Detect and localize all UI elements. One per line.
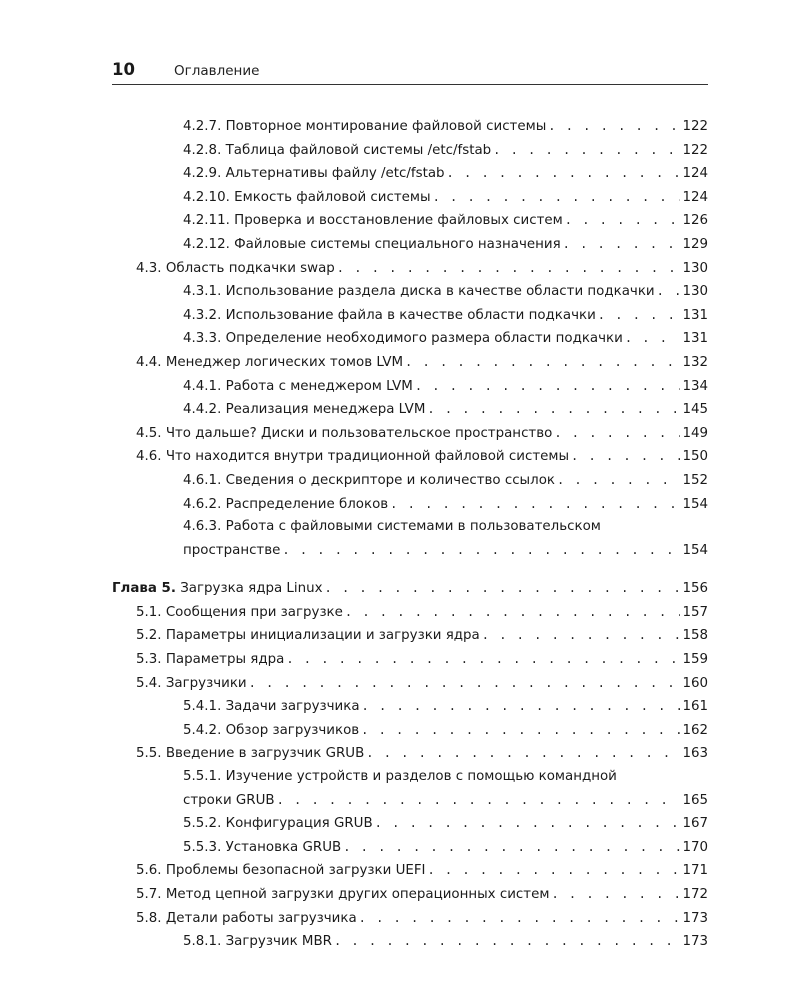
entry-line	[183, 930, 708, 954]
entry-line	[183, 280, 708, 304]
entry-line	[183, 233, 708, 257]
entry-line	[136, 624, 708, 648]
entry-page-number: 172	[682, 887, 708, 902]
entry-page-number: 173	[682, 934, 708, 950]
entry-line	[136, 422, 708, 446]
entry-number: 5.5.2.	[183, 816, 222, 832]
entry-line	[136, 883, 708, 907]
entry-page-number: 167	[682, 816, 708, 832]
entry-page-number: 163	[682, 746, 708, 762]
entry-number: 4.5.	[136, 425, 162, 441]
dot-leader	[571, 445, 680, 468]
toc-entry	[136, 907, 708, 931]
entry-number: 5.4.	[136, 675, 162, 691]
toc-entry	[136, 883, 708, 907]
entry-title-group	[136, 446, 571, 469]
entry-page-number: 131	[682, 331, 708, 347]
entry-number: 5.1.	[136, 604, 162, 620]
entry-title-line	[183, 516, 708, 539]
entry-page-number: 122	[682, 142, 708, 158]
entry-title: Повторное монтирование файловой системы	[225, 119, 547, 134]
entry-title: Загрузчик MBR	[225, 934, 332, 950]
entry-title: Сведения о дескрипторе и количество ссылок	[225, 472, 555, 488]
dot-leader	[337, 257, 681, 280]
entry-number: 5.4.1.	[183, 699, 222, 715]
entry-page-number: 131	[682, 307, 708, 323]
entry-title-group	[136, 352, 405, 375]
entry-title: Установка GRUB	[225, 839, 342, 855]
entry-number: 5.5.1.	[183, 769, 222, 785]
entry-title-group	[136, 258, 337, 281]
toc-entry	[136, 672, 708, 696]
toc-entry	[136, 624, 708, 648]
entry-title-group	[183, 837, 343, 860]
entry-page-number: 162	[682, 722, 708, 738]
entry-title: Детали работы загрузчика	[165, 910, 357, 926]
toc-entry	[183, 304, 708, 328]
entry-title: Менеджер логических томов LVM	[165, 354, 404, 370]
entry-title-group	[136, 423, 554, 446]
entry-line	[183, 209, 708, 233]
dot-leader	[286, 648, 680, 671]
entry-line	[136, 648, 708, 672]
entry-title-group	[183, 234, 563, 257]
toc-entry	[183, 139, 708, 163]
entry-line	[136, 672, 708, 696]
entry-title: Сообщения при загрузке	[165, 604, 343, 620]
entry-title: Использование раздела диска в качестве области подкачки	[225, 284, 655, 300]
entry-title: Метод цепной загрузки других операционных систем	[165, 887, 550, 902]
entry-line	[183, 186, 708, 210]
entry-title: Загрузка ядра Linux	[180, 581, 323, 597]
entry-title: Использование файла в качестве области подкачки	[225, 307, 596, 323]
entry-line	[183, 375, 708, 399]
entry-title-group	[183, 931, 334, 954]
dot-leader	[427, 398, 680, 421]
entry-line	[183, 398, 708, 422]
entry-title: Изучение устройств и разделов с помощью командной	[225, 769, 617, 785]
entry-page-number: 122	[682, 119, 708, 134]
dot-leader	[325, 577, 681, 600]
dot-leader	[447, 162, 681, 185]
entry-title-group	[183, 494, 390, 517]
entry-line	[183, 304, 708, 328]
entry-page-number: 170	[682, 839, 708, 855]
entry-title-group	[136, 673, 249, 696]
entry-number: 4.3.3.	[183, 331, 222, 347]
entry-line	[183, 327, 708, 351]
entry-title-group	[183, 470, 557, 493]
chapter-label: Глава 5.	[112, 581, 176, 597]
entry-title: Емкость файловой системы	[234, 189, 431, 205]
entry-number: 4.3.	[136, 260, 162, 276]
entry-title: Задачи загрузчика	[225, 699, 360, 715]
entry-title-group	[183, 281, 657, 304]
entry-title: Параметры ядра	[165, 652, 285, 668]
entry-page-number: 130	[682, 284, 708, 300]
entry-line	[183, 812, 708, 836]
entry-title: Файловые системы специального назначения	[234, 236, 561, 252]
entry-title: Загрузчики	[165, 675, 247, 691]
toc-entry	[183, 516, 708, 562]
toc-entry	[183, 469, 708, 493]
entry-page-number: 130	[682, 260, 708, 276]
entry-line	[136, 445, 708, 469]
entry-title-group	[183, 163, 447, 186]
toc-entry	[136, 422, 708, 446]
dot-leader	[366, 742, 680, 765]
entry-page-number: 124	[682, 189, 708, 205]
entry-page-number: 126	[682, 213, 708, 229]
toc-entry	[183, 280, 708, 304]
entry-title-group	[183, 540, 282, 563]
toc-entry	[183, 812, 708, 836]
dot-leader	[362, 695, 681, 718]
entry-title: Конфигурация GRUB	[225, 816, 373, 832]
dot-leader	[657, 280, 681, 303]
entry-title-group	[183, 696, 362, 719]
entry-page-number: 160	[682, 675, 708, 691]
entry-line	[183, 789, 708, 813]
entry-line	[136, 907, 708, 931]
entry-number: 4.4.2.	[183, 402, 222, 418]
dot-leader	[554, 422, 680, 445]
dot-leader	[334, 930, 680, 953]
dot-leader	[433, 186, 681, 209]
dot-leader	[277, 789, 681, 812]
dot-leader	[343, 836, 680, 859]
toc-entry	[136, 859, 708, 883]
entry-number: 5.8.	[136, 910, 162, 926]
entry-page-number: 145	[682, 402, 708, 418]
table-of-contents	[0, 115, 800, 954]
entry-title: Таблица файловой системы /etc/fstab	[225, 142, 492, 158]
toc-entry	[183, 115, 708, 139]
toc-entry	[136, 648, 708, 672]
dot-leader	[390, 493, 680, 516]
dot-leader	[415, 375, 681, 398]
entry-number: 4.2.7.	[183, 119, 222, 134]
entry-number: 4.2.9.	[183, 166, 222, 182]
entry-title-group	[183, 140, 493, 163]
entry-number: 5.2.	[136, 628, 162, 644]
entry-line	[183, 469, 708, 493]
dot-leader	[493, 139, 680, 162]
entry-line	[136, 351, 708, 375]
dot-leader	[345, 601, 681, 624]
entry-number: 5.5.3.	[183, 839, 222, 855]
toc-entry	[183, 766, 708, 812]
dot-leader	[548, 115, 680, 138]
toc-entry	[183, 209, 708, 233]
entry-title: Определение необходимого размера области подкачки	[225, 331, 623, 347]
entry-number: 4.3.1.	[183, 284, 222, 300]
entry-number: 4.2.12.	[183, 236, 230, 252]
entry-number: 5.6.	[136, 863, 162, 879]
entry-page-number: 132	[682, 354, 708, 370]
dot-leader	[625, 327, 681, 350]
entry-page-number: 171	[682, 863, 708, 879]
toc-entry	[183, 695, 708, 719]
dot-leader	[598, 304, 681, 327]
entry-title: Что находится внутри традиционной файловой системы	[165, 449, 570, 465]
entry-line	[183, 115, 708, 139]
entry-page-number: 129	[682, 236, 708, 252]
entry-title: Параметры инициализации и загрузки ядра	[165, 628, 480, 644]
entry-title-group	[136, 649, 286, 672]
entry-page-number: 159	[682, 652, 708, 668]
toc-entry	[183, 719, 708, 743]
entry-line	[136, 742, 708, 766]
entry-title: Проблемы безопасной загрузки UEFI	[165, 863, 426, 879]
entry-number: 4.4.	[136, 354, 162, 370]
entry-number: 4.3.2.	[183, 307, 222, 323]
entry-page-number: 134	[682, 378, 708, 394]
entry-title-group	[183, 376, 415, 399]
entry-page-number: 157	[682, 604, 708, 620]
entry-page-number: 161	[682, 699, 708, 715]
toc-entry	[183, 375, 708, 399]
entry-title: Введение в загрузчик GRUB	[165, 746, 365, 762]
toc-entry	[183, 327, 708, 351]
entry-number: 4.4.1.	[183, 378, 222, 394]
toc-entry	[183, 930, 708, 954]
toc-entry	[183, 233, 708, 257]
entry-number: 5.8.1.	[183, 934, 222, 950]
entry-title-group	[183, 720, 361, 743]
entry-line	[183, 162, 708, 186]
entry-line	[183, 836, 708, 860]
entry-page-number: 152	[682, 472, 708, 488]
toc-entry	[183, 398, 708, 422]
entry-title-group	[136, 860, 427, 883]
entry-title-group	[136, 625, 482, 648]
entry-line	[136, 859, 708, 883]
entry-title: Распределение блоков	[225, 496, 389, 512]
toc-entry	[183, 162, 708, 186]
entry-line	[112, 577, 708, 601]
entry-page-number: 150	[682, 449, 708, 465]
entry-title: Проверка и восстановление файловых систем	[234, 213, 563, 229]
entry-title-group	[136, 908, 359, 931]
entry-title-group	[183, 305, 598, 328]
toc-entry	[136, 257, 708, 281]
entry-page-number: 165	[682, 792, 708, 808]
entry-line	[183, 719, 708, 743]
entry-title: пространстве	[183, 542, 281, 558]
entry-page-number: 156	[682, 581, 708, 597]
dot-leader	[551, 883, 680, 906]
toc-entry	[183, 186, 708, 210]
entry-title: Альтернативы файлу /etc/fstab	[225, 166, 445, 182]
dot-leader	[482, 624, 681, 647]
page-number: 10	[112, 60, 135, 79]
entry-number: 4.6.3.	[183, 519, 222, 535]
entry-line	[183, 539, 708, 563]
entry-title: Реализация менеджера LVM	[225, 402, 426, 418]
entry-page-number: 173	[682, 910, 708, 926]
entry-page-number: 154	[682, 496, 708, 512]
dot-leader	[565, 209, 681, 232]
entry-number: 5.4.2.	[183, 722, 222, 738]
dot-leader	[405, 351, 680, 374]
dot-leader	[375, 812, 681, 835]
toc-entry	[183, 836, 708, 860]
entry-line	[136, 257, 708, 281]
entry-number: 5.7.	[136, 887, 162, 902]
entry-line	[183, 139, 708, 163]
dot-leader	[563, 233, 681, 256]
entry-title: Работа с менеджером LVM	[225, 378, 413, 394]
entry-title-group	[183, 328, 625, 351]
entry-number: 5.3.	[136, 652, 162, 668]
entry-title: Обзор загрузчиков	[225, 722, 360, 738]
entry-title-group	[183, 399, 427, 422]
entry-title: Что дальше? Диски и пользовательское пространство	[165, 425, 553, 441]
entry-number: 4.2.8.	[183, 142, 222, 158]
entry-title-group	[183, 187, 433, 210]
entry-title-group	[183, 790, 277, 813]
entry-title-line	[183, 766, 708, 789]
entry-title-group	[112, 578, 325, 601]
dot-leader	[361, 719, 680, 742]
toc-entry	[136, 601, 708, 625]
entry-title-group	[136, 743, 366, 766]
dot-leader	[282, 539, 680, 562]
entry-title: Работа с файловыми системами в пользовательском	[225, 519, 601, 535]
dot-leader	[359, 907, 681, 930]
toc-entry	[136, 445, 708, 469]
entry-number: 4.6.2.	[183, 496, 222, 512]
entry-line	[183, 695, 708, 719]
dot-leader	[249, 672, 681, 695]
section-title: Оглавление	[174, 63, 260, 79]
toc-entry	[136, 351, 708, 375]
entry-title: строки GRUB	[183, 792, 275, 808]
entry-number: 4.2.10.	[183, 189, 230, 205]
toc-entry	[183, 493, 708, 517]
dot-leader	[557, 469, 680, 492]
entry-page-number: 158	[682, 628, 708, 644]
entry-number: 4.2.11.	[183, 213, 230, 229]
toc-entry	[136, 742, 708, 766]
dot-leader	[427, 859, 680, 882]
entry-title-group	[183, 116, 548, 139]
entry-title: Область подкачки swap	[165, 260, 335, 276]
entry-line	[183, 493, 708, 517]
entry-line	[136, 601, 708, 625]
entry-title-group	[136, 602, 345, 625]
entry-number: 4.6.	[136, 449, 162, 465]
entry-title-group	[183, 210, 565, 233]
entry-number: 5.5.	[136, 746, 162, 762]
entry-number: 4.6.1.	[183, 472, 222, 488]
entry-title-group	[136, 884, 551, 907]
entry-title-group	[183, 813, 375, 836]
entry-page-number: 154	[682, 542, 708, 558]
entry-page-number: 149	[682, 425, 708, 441]
running-head	[112, 60, 708, 85]
toc-chapter-entry	[112, 577, 708, 601]
entry-page-number: 124	[682, 166, 708, 182]
